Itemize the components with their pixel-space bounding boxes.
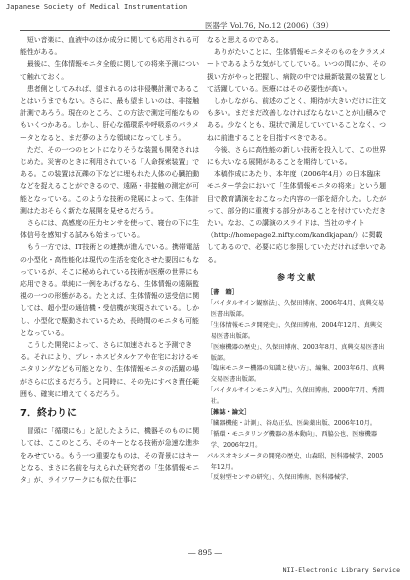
header-rule: [20, 30, 390, 31]
paragraph: こうした開発によって、さらに加速されると予測できる。それにより、プレ・ホスピタルケアや在宅におけるモニタリングなども可能となり、生体情報モニタの活躍の場がさらに広まるだろう。と同時に、その先にすべき責任範囲も、確実に増えてくるだろう。: [20, 341, 200, 398]
paragraph: なると思えるのである。: [207, 36, 283, 44]
society-name: Japanese Society of Medical Instrumentation: [6, 3, 188, 11]
reference-item: パルスオキシメータの開発の歴史、山森昭、医科器械学、2005年12月。: [207, 452, 384, 471]
right-column: [207, 34, 387, 484]
paragraph: 今後、さらに高性能の新しい技術を投入して、この世界にも大いなる展開があることを期待している。: [207, 145, 387, 167]
paragraph: 本稿作成にあたり、本年度（2006年4月）の日本臨床モニター学会において「生体情報モニタの将来」という題目で教育講演をおこなった内容の一部を紹介した。したがって、部分的に重複する部分があることを付けていただきたい。なお、この講演のスライドは、当社のサイト（http://homepage2.nifty.com/kandkjapan/）に掲載してあるので、必要に応じ参照していただければ幸いである。: [207, 170, 387, 264]
reference-section-label: ［書 籍］: [207, 289, 238, 297]
journal-reference: 医器学 Vol.76, No.12 (2006)（39）: [205, 21, 333, 30]
reference-item: 「反射型センサの研究」、久保田博南、医科器械学、: [207, 474, 353, 482]
references-title: 参考文献: [277, 272, 317, 282]
reference-item: 「循環・モニタリング機器の基本動向」、西脇公也、医療機器学、2006年2月。: [207, 430, 378, 449]
reference-item: 「バイタルサイン観察法」、久保田博南、2006年4月、真興交易医書出版部。: [207, 299, 385, 318]
reference-item: 「臨床モニター機器の知識と使い方」、編集、2003年6月、真興交易医書出版部。: [207, 365, 385, 384]
paragraph: さらには、高感度の圧力センサを使って、寝台の下に生体信号を感知する試みも始まっている。: [20, 219, 200, 240]
references-list: [207, 288, 387, 484]
paragraph: しかしながら、前述のごとく、期待が大きいだけに注文も多い。まだまだ改善しなければならないことが山積みである。少なくとも、現状で満足していていることなく、つねに前進することを目指すべきである。: [207, 97, 387, 142]
reference-section-label: ［雑誌・論文］: [207, 409, 251, 417]
reference-item: 「バイタルサインモニタ入門」、久保田博南、2000年7月、秀潤社。: [207, 387, 385, 406]
page-number: ― 895 ―: [187, 548, 223, 557]
paragraph: 短い音楽に、血液中のほか成分に関しても応用される可能性がある。: [20, 36, 200, 57]
section-heading: 7．終わりに: [20, 408, 77, 420]
reference-item: 「生体情報モニタ開発史」、久保田博南、2004年12月、真興交易医書出版部。: [207, 321, 383, 340]
footer-service: NII-Electronic Library Service: [282, 566, 400, 574]
paragraph: 冒頭に「循環にも」と記したように、機器そのものに関しては、ここのところ、そのキーとなる技術が急速な進歩をみせている。もう一つ重要なものは、その背景にはキーとなる、まさに名前を与えられた研究者の「生体情報モニタ」が、ライフワークにも似た仕事に: [20, 427, 200, 484]
paragraph: 最後に、生体情報モニタ全般に関しての将来予測について触れておく。: [20, 60, 200, 81]
paragraph: ありがたいことに、生体情報モニタそのものをクラスメートであるような気がしてしている。いつの間にか、その扱い方がやっと把握し、病院の中では最新装置の装置として活躍している。医療にはその必要性が高い。: [207, 48, 387, 93]
left-column: [20, 34, 200, 486]
reference-item: 「医療機器の歴史」、久保田博南、2003年8月、真興交易医書出版部。: [207, 343, 385, 362]
reference-item: 「臓器機能・計測」、谷島正弘、医歯薬出版、2006年10月。: [207, 419, 377, 427]
paragraph: 患者側としてみれば、望まれるのは非侵襲計測であることはいうまでもない。さらに、最も望ましいのは、非接触計測であろう。現在のところ、この方法で測定可能なものもいくつかある。しかし、肝心な循環系や呼吸系のパラメータとなると、まだ夢のような領域になってしまう。: [20, 84, 200, 142]
paragraph: ただ、その一つのヒントになりそうな装置も開発されはじめた。災害のときに利用されている「人命探索装置」である。この装置は瓦礫の下などに埋もれた人体の心臓拍動などを捉えることができるので、遠隔・非接触の測定が可能となっている。このような技術の発展によって、生体計測はたおそらく新たな展開を見せるだろう。: [20, 145, 200, 215]
paragraph: もう一方では、IT技術との連携が進んでいる。携帯電話の小型化・高性能化は現代の生活を変化させた要因にもなっているが、そこに秘められている技術が医療の世界にも応用できる。単純に一例をあげるなら、生体情報の遠隔監視の一つの形態がある。たとえば、生体情報の送受信に関しては、超小型の通信機・受信機が実現されている。しかし、小型化で駆動されているため、長時間のモニタも可能となっている。: [20, 243, 200, 337]
